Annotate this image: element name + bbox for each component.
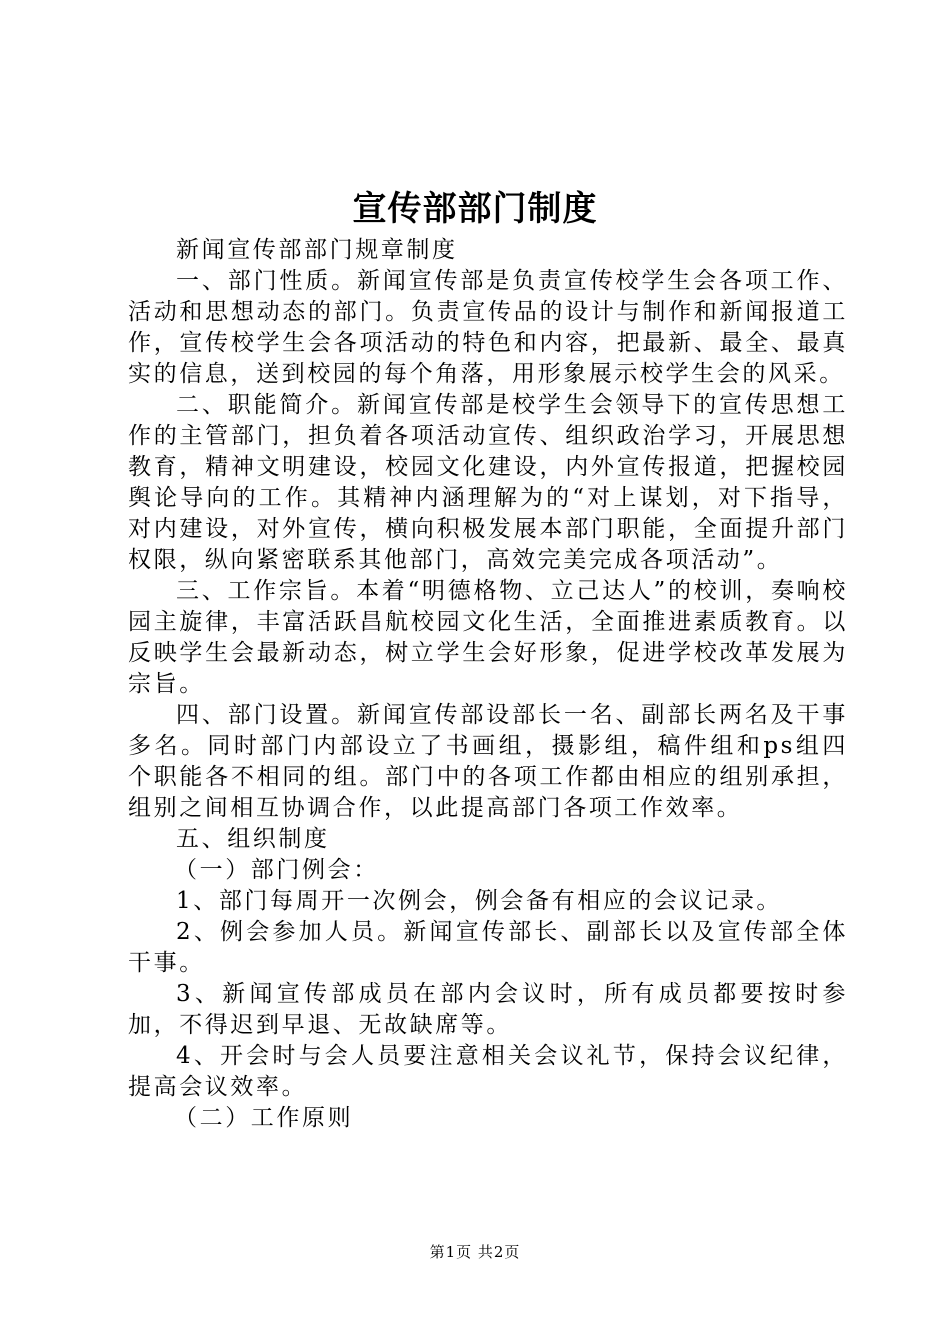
paragraph-item-2: 2、例会参加人员。新闻宣传部长、副部长以及宣传部全体干事。 <box>128 919 848 976</box>
paragraph-section-5-heading: 五、组织制度 <box>176 826 330 852</box>
paragraph-subtitle: 新闻宣传部部门规章制度 <box>176 237 458 263</box>
paragraph-item-1: 1、部门每周开一次例会，例会备有相应的会议记录。 <box>176 888 783 914</box>
paragraph-section-3: 三、工作宗旨。本着“明德格物、立己达人”的校训，奏响校园主旋律，丰富活跃昌航校园文化生活，全面推进素质教育。以反映学生会最新动态，树立学生会好形象，促进学校改革发展为宗旨。 <box>128 578 848 697</box>
paragraph-item-4: 4、开会时与会人员要注意相关会议礼节，保持会议纪律，提高会议效率。 <box>128 1043 848 1100</box>
document-title: 宣传部部门制度 <box>352 189 598 229</box>
paragraph-item-3: 3、新闻宣传部成员在部内会议时，所有成员都要按时参加，不得迟到早退、无故缺席等。 <box>128 981 848 1038</box>
document-body <box>128 235 848 1134</box>
paragraph-section-1: 一、部门性质。新闻宣传部是负责宣传校学生会各项工作、活动和思想动态的部门。负责宣传品的设计与制作和新闻报道工作，宣传校学生会各项活动的特色和内容，把最新、最全、最真实的信息，送到校园的每个角落，用形象展示校学生会的风采。 <box>128 268 848 387</box>
page-footer: 第1页 共2页 <box>429 1243 521 1261</box>
paragraph-section-4: 四、部门设置。新闻宣传部设部长一名、副部长两名及干事多名。同时部门内部设立了书画组，摄影组，稿件组和ps组四个职能各不相同的组。部门中的各项工作都由相应的组别承担，组别之间相互协调合作，以此提高部门各项工作效率。 <box>128 702 848 821</box>
paragraph-subsection-2-heading: （二）工作原则 <box>174 1105 354 1131</box>
paragraph-subsection-1-heading: （一）部门例会： <box>174 857 379 883</box>
paragraph-section-2: 二、职能简介。新闻宣传部是校学生会领导下的宣传思想工作的主管部门，担负着各项活动宣传、组织政治学习，开展思想教育，精神文明建设，校园文化建设，内外宣传报道，把握校园舆论导向的工作。其精神内涵理解为的“对上谋划，对下指导，对内建设，对外宣传，横向积极发展本部门职能，全面提升部门权限，纵向紧密联系其他部门，高效完美完成各项活动”。 <box>128 392 848 573</box>
